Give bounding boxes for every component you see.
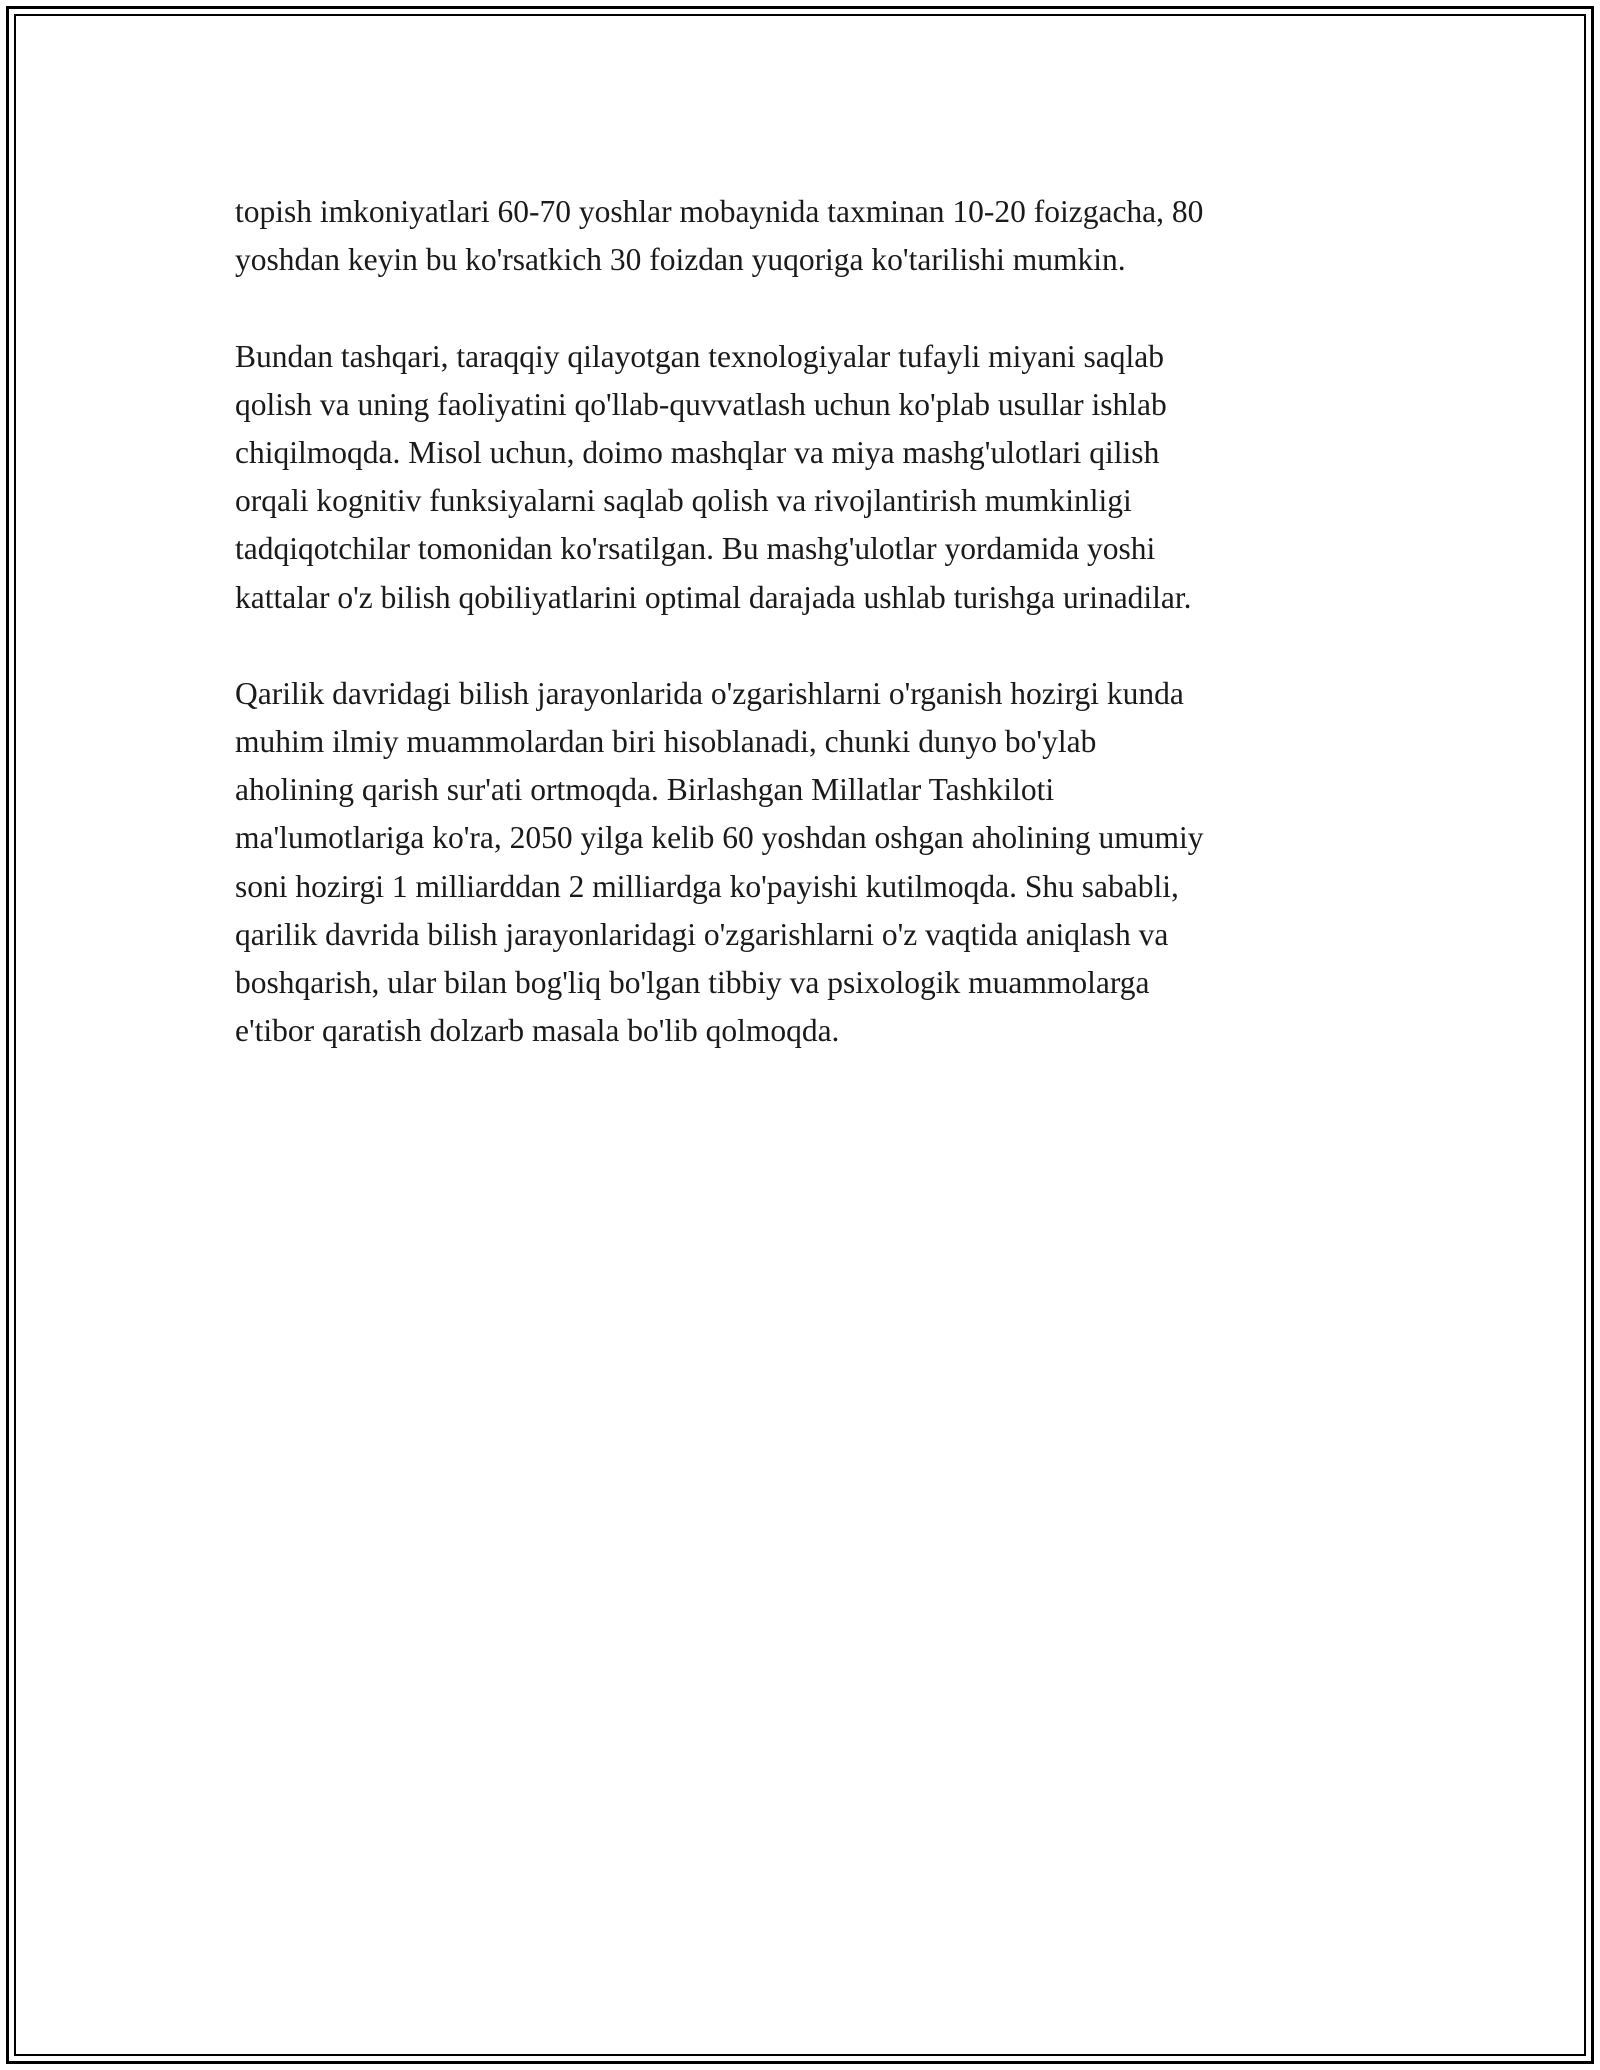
text-line: topish imkoniyatlari 60-70 yoshlar mobaynida taxminan 10-20 foizgacha, 80	[235, 194, 1204, 229]
text-line: Qarilik davridagi bilish jarayonlarida o'zgarishlarni o'rganish hozirgi kunda	[235, 675, 1184, 711]
text-line: yoshdan keyin bu ko'rsatkich 30 foizdan yuqoriga ko'tarilishi mumkin.	[235, 242, 1126, 278]
text-line: kattalar o'z bilish qobiliyatlarini optimal darajada ushlab turishga urinadilar.	[235, 579, 1192, 615]
text-line: tadqiqotchilar tomonidan ko'rsatilgan. Bu mashg'ulotlar yordamida yoshi	[235, 531, 1156, 567]
text-line: e'tibor qaratish dolzarb masala bo'lib qolmoqda.	[235, 1013, 840, 1049]
text-line: soni hozirgi 1 milliarddan 2 milliardga ko'payishi kutilmoqda. Shu sababli,	[235, 868, 1179, 904]
paragraph	[235, 670, 1385, 1056]
text-line: qolish va uning faoliyatini qo'llab-quvvatlash uchun ko'plab usullar ishlab	[235, 386, 1167, 422]
text-line: muhim ilmiy muammolardan biri hisoblanadi, chunki dunyo bo'ylab	[235, 724, 1097, 760]
document-body	[235, 188, 1385, 1104]
text-line: Bundan tashqari, taraqqiy qilayotgan texnologiyalar tufayli miyani saqlab	[235, 338, 1165, 374]
paragraph	[235, 333, 1385, 622]
text-line: chiqilmoqda. Misol uchun, doimo mashqlar va miya mashg'ulotlari qilish	[235, 434, 1160, 470]
text-line: ma'lumotlariga ko'ra, 2050 yilga kelib 60 yoshdan oshgan aholining umumiy	[235, 820, 1204, 856]
text-line: aholining qarish sur'ati ortmoqda. Birlashgan Millatlar Tashkiloti	[235, 772, 1055, 808]
paragraph	[235, 188, 1385, 284]
text-line: boshqarish, ular bilan bog'liq bo'lgan tibbiy va psixologik muammolarga	[235, 965, 1150, 1000]
text-line: orqali kognitiv funksiyalarni saqlab qolish va rivojlantirish mumkinligi	[235, 483, 1132, 519]
text-line: qarilik davrida bilish jarayonlaridagi o'zgarishlarni o'z vaqtida aniqlash va	[235, 916, 1169, 952]
